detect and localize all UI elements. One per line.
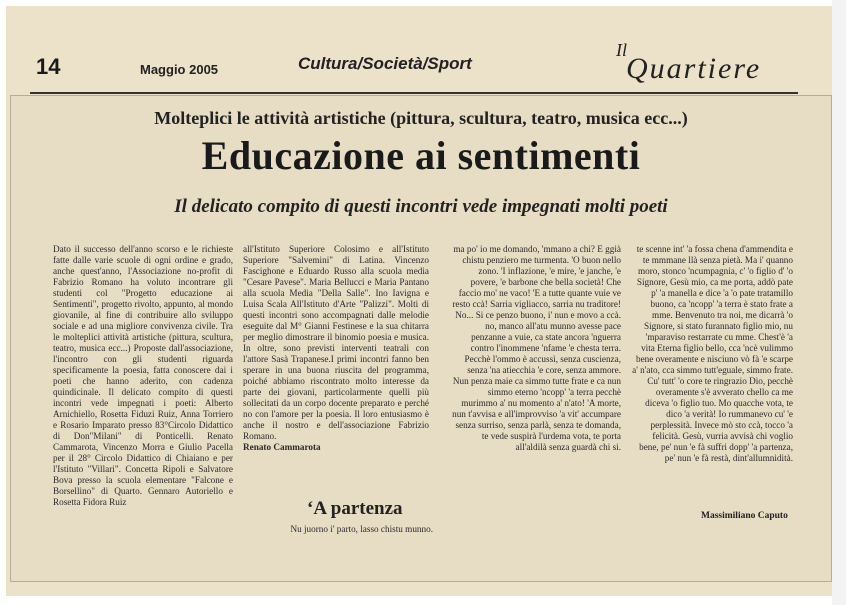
poem-author: Massimiliano Caputo	[701, 511, 788, 521]
section-title: Cultura/Società/Sport	[298, 54, 472, 73]
poem-text: ma po' io me domando, 'mmano a chi? E ggià chistu penziero me turmenta. 'O buon nello zono. 'I inflazione, 'e mire, 'e janche, 'e povere, 'e barbone che bella società! Che faccio mo' ne vaco! 'E a tutte quante vuie ve resto ccà! Sarria vigliacco, sarria nu traditore! No... Si ce penzo buono, i' nun e movo a ccà. no, manco all'atu munno avesse pace penzanne a vuie, ca state ancora 'nguerra contro l'inommene 'nfame 'e chesta terra. Pecchè l'ommo è accussì, senza cuscienza, senza 'na atiecchia 'e core, senza ammore. Nun penza maie ca simmo tutte frate e ca nun simmo eterno 'ncopp' 'a terra pecchè murimmo a' nu momento a' n'ato! 'A morte, nun t'avvisa e all'improvviso 'a vit' accumpare senza surriso, senza parlà, senza te domanda, te vede suspirà l'urdema vota, te porta all'aldilà senza guardà chi si.	[452, 244, 621, 452]
poem-title: ‘A partenza	[307, 498, 403, 519]
column-text: Dato il successo dell'anno scorso e le richieste fatte dalle varie scuole di ogni ordine e grado, anche quest'anno, l'Associazione no-profit di Fabrizio Romano ha voluto incontrare gli studenti col "Progetto educazione ai Sentimenti", progetto rivolto, appunto, al mondo giovanile, al fine di contribuire allo sviluppo sociale e ad una migliore convivenza civile. Tra le molteplici attività artistiche (pittura, scultura, teatro, musica ecc...) Proposte dall'associazione, l'incontro con gli studenti riguarda specificamente la poesia, fatta conoscere dai i poeti che hanno aderito, con cadenza quindicinale. Il delicato compito di questi incontri vede impegnati i poeti: Alberto Arnichiello, Rosetta Fiduzi Ruiz, Anna Torriero e Rosario Imparato presso 83°Circolo Didattico di Don"Milani" di Ponticelli. Renato Cammarota, Vincenzo Morra e Giulio Pacella per il 28° Circolo Didattico di Chiaiano e per l'Istituto "Villari". Concetta Ripoli e Salvatore Bova presso la scuola elementare "Falcone e Borsellino" di Quarto. Gennaro Autoriello e Rosetta Fidora Ruiz	[53, 244, 233, 507]
article-title: Educazione ai sentimenti	[201, 133, 641, 178]
poem-first-line: Nu juorno i' parto, lasso chistu munno.	[290, 524, 433, 534]
page-number: 14	[36, 54, 61, 79]
article-column-1	[53, 244, 233, 508]
column-text: all'Istituto Superiore Colosimo e all'Istituto Superiore "Salvemini" di Latina. Vincenzo Fascighone e Eduardo Russo alla scuola media "Cesare Pavese". Maria Bellucci e Maria Pantano alla scuola Media "Della Salle". Ino Iavigna e Luisa Scala All'Istituto d'Arte "Palizzi". Molti di questi incontri sono accompagnati dalle melodie eseguite dal M° Gianni Festinese e la sua chitarra per meglio dimostrare il binomio poesia e musica. In oltre, sono previsti interventi teatrali con l'attore Sasà Trapanese.I primi incontri fanno ben sperare in una buona riuscita del programma, poiché abbiamo riscontrato molto interesse da parte dei giovani, particolarmente quelli più sollecitati da un corpo docente preparato e perché no con l'amore per la poesia. Il loro entusiasmo è anche il nostro e dell'associazione Fabrizio Romano.	[243, 244, 429, 441]
header-divider	[30, 92, 798, 94]
article-clipping	[10, 95, 832, 582]
article-subtitle: Il delicato compito di questi incontri vede impegnati molti poeti	[174, 196, 668, 217]
poem-column-2	[631, 244, 793, 464]
issue-date: Maggio 2005	[140, 62, 219, 77]
scan-edge	[832, 0, 846, 605]
poem-text: te scenne int' 'a fossa chena d'ammendita e te mmmane llà senza pietà. Ma i' quanno moro, stonco 'ncumpagnia, c' 'o figlio d' 'o Signore, Gesù mio, ca me porta, addò pate p' 'a manella e dice 'a 'o pate tratamillo buono, ca 'ncopp' 'a terra è stato frate a mme. Benvenuto tra noi, me dicarrà 'o Signore, si stato furannato figlio mio, nu 'mparaviso restarrate cu mme. Chest'è 'a vita Eterna figlio bello, cca 'ncè vulimmo bene overamente e nisciuno vò fà 'e scarpe a' n'ato, cca simmo tutt'eguale, simmo frate. Cu' tutt' 'o core te ringrazio Dio, pecchè overamente s'è avverato chello ca me diceva 'o figlio tuo. Mo quacche vota, te dico 'a verità! Io rummanevo cu' 'e perplessità. Invece mò sto ccà, tocco 'a felicità. Gesù, vurria avvisà chi voglio bene, pe' nun 'e fà suffri dopp' 'a partenza, pe' nun 'e fà restà, dint'allumnidità.	[632, 244, 793, 463]
page-header	[36, 40, 796, 88]
article-column-2	[243, 244, 429, 453]
logo-article: Il	[616, 40, 627, 60]
author-signature: Renato Cammarota	[243, 442, 321, 452]
article-kicker: Molteplici le attività artistiche (pittura, scultura, teatro, musica ecc...)	[154, 108, 688, 128]
newspaper-logo	[616, 40, 816, 90]
logo-name: Quartiere	[626, 52, 762, 85]
poem-column-1	[451, 244, 621, 453]
